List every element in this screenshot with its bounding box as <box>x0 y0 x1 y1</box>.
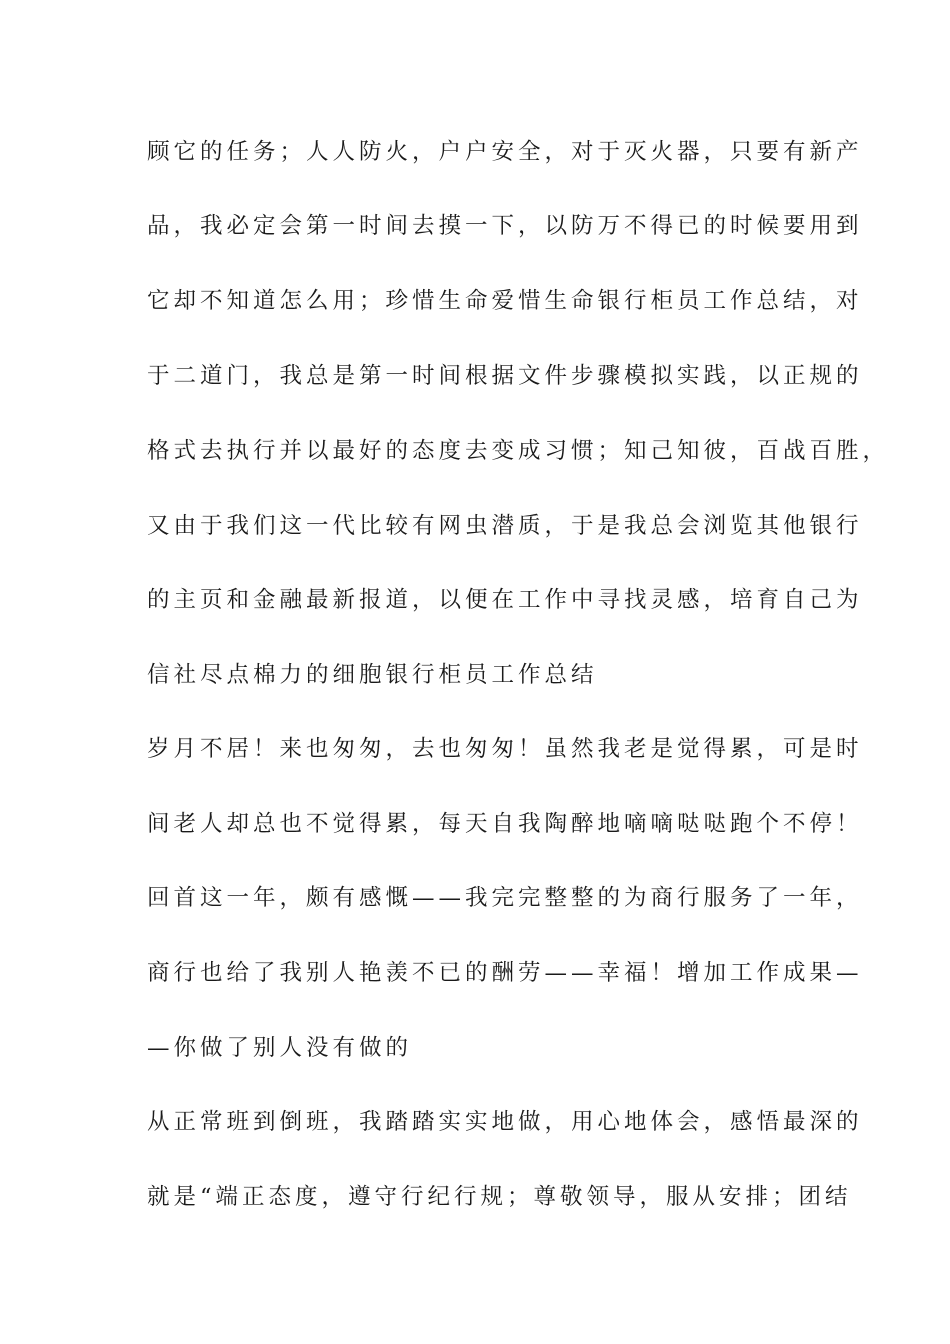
text-line-4: 于二道门，我总是第一时间根据文件步骤模拟实践，以正规的 <box>147 363 863 389</box>
text-line-1: 顾它的任务；人人防火，户户安全，对于灭火器，只要有新产 <box>147 139 863 165</box>
text-line-9: 岁月不居！来也匆匆，去也匆匆！虽然我老是觉得累，可是时 <box>147 736 863 762</box>
text-line-2: 品，我必定会第一时间去摸一下，以防万不得已的时候要用到 <box>147 213 863 239</box>
text-line-11: 回首这一年，颇有感慨——我完完整整的为商行服务了一年， <box>147 885 863 911</box>
text-line-10: 间老人却总也不觉得累，每天自我陶醉地嘀嘀哒哒跑个不停！ <box>147 811 863 837</box>
text-line-3: 它却不知道怎么用；珍惜生命爱惜生命银行柜员工作总结，对 <box>147 288 863 314</box>
text-line-12: 商行也给了我别人艳羡不已的酬劳——幸福！增加工作成果— <box>147 960 863 986</box>
text-line-14: 从正常班到倒班，我踏踏实实地做，用心地体会，感悟最深的 <box>147 1109 863 1135</box>
text-line-6: 又由于我们这一代比较有网虫潜质，于是我总会浏览其他银行 <box>147 513 863 539</box>
text-line-15: 就是“端正态度，遵守行纪行规；尊敬领导，服从安排；团结 <box>147 1184 852 1210</box>
text-line-7: 的主页和金融最新报道，以便在工作中寻找灵感，培育自己为 <box>147 587 863 613</box>
text-line-5: 格式去执行并以最好的态度去变成习惯；知己知彼，百战百胜， <box>147 438 890 464</box>
text-line-13: —你做了别人没有做的 <box>147 1035 413 1061</box>
text-line-8: 信社尽点棉力的细胞银行柜员工作总结 <box>147 662 598 688</box>
